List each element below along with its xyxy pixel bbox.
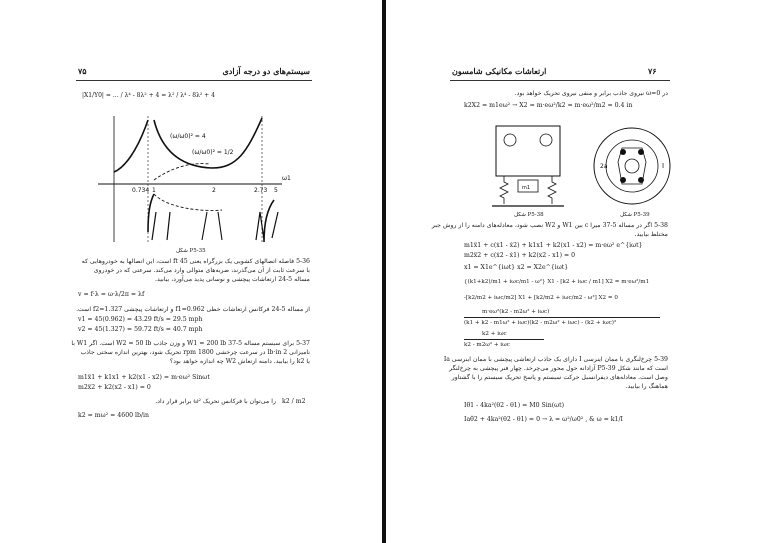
equation-v1: v1 = 45(0.962) = 43.29 ft/s = 29.5 mph [78,316,203,323]
equation-v2: v2 = 45(1.327) = 59.72 ft/s = 40.7 mph [78,326,203,333]
plot-xlabel: ω1 [282,175,291,182]
equation-37c-fraction: k2 / m2 [282,398,306,405]
problem-39-line-2: است که مانند شکل P5-39 آزادانه حول محور می‌چرخد. چهار فنر پیچشی به چرخ‌لنگر [449,365,668,372]
equation-38g-denominator: k2 - m2ω² + iωc [464,342,510,348]
equation-38a: m1ẍ1 + c(ẋ1 - ẋ2) + k1x1 + k2(x1 - x2) = m·eω² e^{iωt} [464,242,643,249]
problem-38-line-2: مختلط بیابید. [634,231,668,238]
figure-label-I: I [662,162,665,170]
equation-39a: Iθ̈1 - 4ka²(θ2 - θ1) = M0 Sin(ωt) [464,402,565,409]
equation-37d: k2 = mω² = 4600 lb/in [78,412,150,419]
problem-37-line-1: 5-37 برای سیستم مساله 5-37 W1 = 200 lb و وزن جاذب W2 = 50 lb است. اگر W1 با [71,340,310,347]
plot-xtick-2: 1 [152,187,156,194]
plot-annotation-1: (ω/ω0)² = 4 [170,133,206,140]
plot-xtick-4: 2.73 [254,187,268,194]
equation-38c: x1 = X1e^{iωt} x2 = X2e^{iωt} [464,264,569,271]
problem-38-line-1: 5-38 اگر در مساله 5-37 میرا c بین W1 و W2 نصب شود، معادله‌های دامنه را از روش جبر [431,222,668,229]
figure-caption-p5-39: شکل P5-39 [620,212,650,218]
equation-k2x2: k2X2 = m1eω² → X2 = m·eω²/k2 = m·eω²/m2 = 0.4 in [464,102,633,109]
problem-37-line-2: نامیزانی lb·in 2 در سرعت چرخشی 1800 rpm تحریک شود، بهترین اندازه سختی جاذب [80,349,310,356]
running-title-right: ارتعاشات مکانیکی شامسون [452,66,547,76]
top-equation: |X1/Y0| = … / λ⁴ - 8λ² + 4 = λ² / λ⁴ - 8λ² + 4 [82,92,215,99]
problem-36-line-3: مساله 5-24 ارتعاشات پیچشی و نوسانی پدید می‌آورد، بیابید. [154,276,310,283]
equation-38d: {(k1+k2)/m1 + iωc/m1 - ω²} X1 - [k2 + iωc / m1] X2 = m·eω²/m1 [464,279,650,285]
problem-37-line-4: را می‌توان با فرکانس تحریک ω² برابر قرار داد. [155,398,276,405]
problem-39-line-4: هماهنگ را بیابید. [625,383,668,390]
equation-38f-denominator: (k1 + k2 - m1ω² + iωc)(k2 - m2ω² + iωc) - (k2 + iωc)² [464,320,617,326]
equation-37b: m2ẍ2 + k2(x2 - x1) = 0 [78,384,151,391]
frequency-response-plot [92,112,292,247]
fraction-bar-38g [464,339,544,340]
running-title-left: سیستم‌های دو درجه آزادی [222,66,310,76]
equation-38b: m2ẍ2 + c(ẋ2 - ẋ1) + k2(x2 - x1) = 0 [464,252,576,259]
figure-label-m1: m1 [522,185,531,191]
problem-36-line-1: 5-36 فاصله اتصالهای کشویی یک بزرگراه یعنی ft 45 است، این اتصالها به خودروهایی که [81,258,310,265]
problem-36-line-4: از مساله 5-24 فرکانس ارتعاشات خطی f1=0.962 و ارتعاشات پیچشی f2=1.327 است. [76,306,310,313]
header-rule-left [76,80,312,81]
fraction-bar-38f [464,317,660,318]
header-rule-right [450,80,670,81]
problem-37-line-3: یا k2 را بیابید. دامنه ارتعاش W2 چه اندازه خواهد بود؟ [169,358,310,365]
intro-line: در ω=0 نیروی جاذب برابر و منفی نیروی تحریک خواهد بود. [514,90,668,97]
equation-39b: Iaθ̈2 + 4ka²(θ2 - θ1) = 0 → λ = ω²/ω0² , & ω = k1/I [464,416,623,423]
equation-38g-numerator: k2 + iωc [482,331,507,337]
plot-annotation-2: (ω/ω0)² = 1/2 [192,149,234,156]
figure-caption-left: شکل P5-35 [176,248,206,254]
equation-37a: m1ẍ1 + k1x1 + k2(x1 - x2) = m·eω² Sinωt [78,374,210,381]
plot-xtick-3: 2 [212,187,216,194]
plot-xtick-5: 5 [274,187,278,194]
problem-39-line-3: وصل است. معادله‌های دیفرانسیل حرکت سیستم و پاسخ تحریک سیستم را با گشتاور [451,374,668,381]
page-number-right: ۷۶ [648,66,657,76]
figure-p5-39 [592,122,672,210]
problem-39-line-1: 5-39 چرخ‌لنگری با ممان اینرسی I دارای یک جاذب ارتعاشی پیچشی با ممان اینرسی Ia [443,356,668,363]
equation-velocity: v = f·λ = ω·λ/2π = λf [78,291,145,298]
equation-38f-numerator: m·eω²(k2 - m2ω² + iωc) [482,309,550,315]
problem-36-line-2: با سرعت ثابت از آن می‌گذرند، ضربه‌های متوالی وارد می‌کند. سرعتی که در خودروی [93,267,310,274]
equation-38e: -[k2/m2 + iωc/m2] X1 + [k2/m2 + iωc/m2 - ω²] X2 = 0 [464,295,618,301]
right-page [386,0,768,543]
figure-label-2a: 2a [600,163,608,170]
figure-caption-p5-38: شکل P5-38 [514,212,544,218]
plot-xtick-1: 0.734 [132,187,150,194]
figure-p5-38 [492,122,564,210]
left-page [0,0,382,543]
page-number-left: ۷۵ [78,66,87,76]
